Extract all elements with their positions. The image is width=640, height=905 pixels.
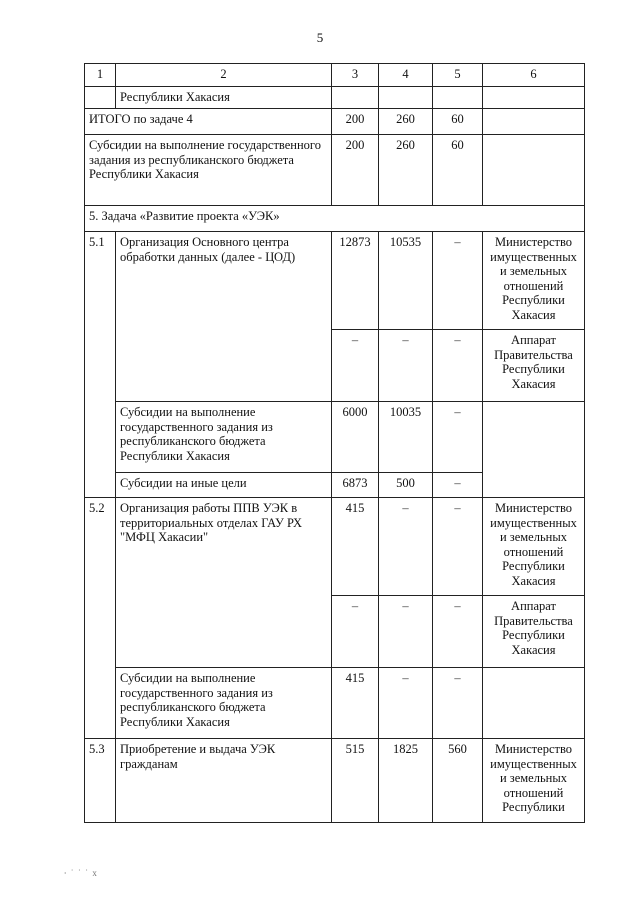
scan-mark: ⸱ ˙ ˙ ˙ x: [64, 868, 98, 878]
table-row: [85, 135, 585, 206]
subsidy-label: Субсидии на выполнение государственного задания из республиканского бюджета Республики Хакасия: [85, 135, 332, 206]
header-cell: 5: [433, 64, 483, 87]
value-cell: –: [433, 498, 483, 596]
value-cell: –: [379, 498, 433, 596]
total-label: ИТОГО по задаче 4: [85, 109, 332, 135]
num-cell: 5.1: [85, 232, 116, 498]
header-cell: 1: [85, 64, 116, 87]
value-cell: –: [433, 402, 483, 473]
value-cell: 260: [379, 109, 433, 135]
table-row: [85, 402, 585, 473]
value-cell: 260: [379, 135, 433, 206]
value-cell: –: [433, 596, 483, 668]
name-cell: Приобретение и выдача УЭК гражданам: [116, 739, 332, 823]
name-cell: Субсидии на выполнение государственного задания из республиканского бюджета Республики Хакасия: [116, 402, 332, 473]
table-row: [85, 109, 585, 135]
header-row: [85, 64, 585, 87]
page-number: 5: [316, 30, 324, 45]
header-cell: 6: [483, 64, 585, 87]
num-cell: 5.2: [85, 498, 116, 739]
value-cell: 10535: [379, 232, 433, 330]
value-cell: –: [379, 596, 433, 668]
executor-cell: Аппарат Правительства Республики Хакасия: [483, 596, 585, 668]
value-cell: –: [379, 330, 433, 402]
name-cell: Организация работы ППВ УЭК в территориальных отделах ГАУ РХ "МФЦ Хакасии": [116, 498, 332, 668]
table-row: [85, 87, 585, 109]
name-cell: Организация Основного центра обработки данных (далее - ЦОД): [116, 232, 332, 402]
value-cell: 200: [332, 109, 379, 135]
value-cell: –: [433, 473, 483, 498]
value-cell: –: [379, 668, 433, 739]
executor-cell: Министерство имущественных и земельных отношений Республики Хакасия: [483, 232, 585, 330]
value-cell: –: [332, 330, 379, 402]
value-cell: 560: [433, 739, 483, 823]
name-cell: Субсидии на иные цели: [116, 473, 332, 498]
value-cell: 1825: [379, 739, 433, 823]
section-row: [85, 206, 585, 232]
value-cell: 6873: [332, 473, 379, 498]
value-cell: –: [433, 330, 483, 402]
header-cell: 4: [379, 64, 433, 87]
value-cell: –: [433, 232, 483, 330]
num-cell: 5.3: [85, 739, 116, 823]
value-cell: 500: [379, 473, 433, 498]
value-cell: 200: [332, 135, 379, 206]
value-cell: –: [433, 668, 483, 739]
value-cell: –: [332, 596, 379, 668]
header-cell: 3: [332, 64, 379, 87]
executor-cell: Аппарат Правительства Республики Хакасия: [483, 330, 585, 402]
table-row: [85, 232, 585, 330]
value-cell: 60: [433, 109, 483, 135]
program-table: [84, 63, 585, 823]
name-cell: Субсидии на выполнение государственного задания из республиканского бюджета Республики Хакасия: [116, 668, 332, 739]
section-title: 5. Задача «Развитие проекта «УЭК»: [85, 206, 585, 232]
value-cell: 415: [332, 668, 379, 739]
value-cell: 10035: [379, 402, 433, 473]
executor-cell: Министерство имущественных и земельных отношений Республики: [483, 739, 585, 823]
name-cell: Республики Хакасия: [116, 87, 332, 109]
table-row: [85, 668, 585, 739]
value-cell: 6000: [332, 402, 379, 473]
header-cell: 2: [116, 64, 332, 87]
value-cell: 60: [433, 135, 483, 206]
value-cell: 12873: [332, 232, 379, 330]
value-cell: 415: [332, 498, 379, 596]
value-cell: 515: [332, 739, 379, 823]
table-row: [85, 498, 585, 596]
executor-cell: Министерство имущественных и земельных отношений Республики Хакасия: [483, 498, 585, 596]
table-row: [85, 739, 585, 823]
num-cell: [85, 87, 116, 109]
